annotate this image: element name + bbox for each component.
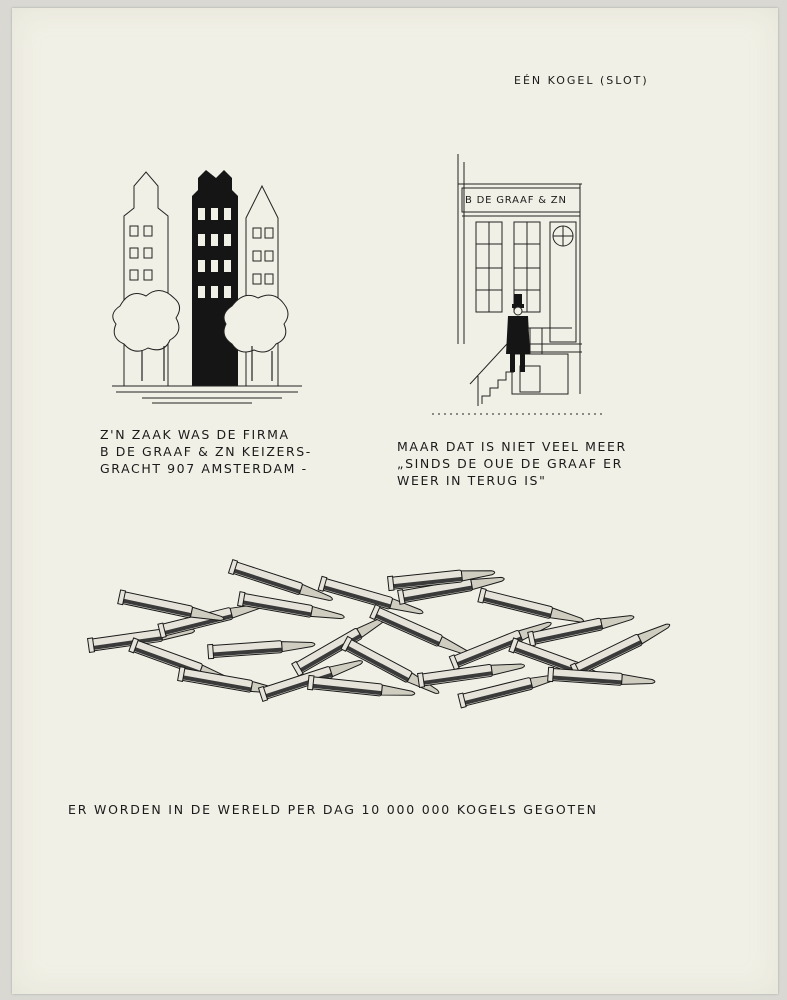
left-caption-line: GRACHT 907 AMSTERDAM - — [100, 461, 308, 476]
bullet-icon — [548, 667, 656, 688]
right-caption-line: „SINDS DE OUE DE GRAAF ER — [397, 456, 623, 471]
bullet-icon — [478, 588, 585, 627]
right-caption-line: WEER IN TERUG IS" — [397, 473, 547, 488]
canal-houses-icon — [112, 156, 302, 406]
page-header: EÉN KOGEL (SLOT) — [514, 74, 649, 87]
footer-caption: ER WORDEN IN DE WERELD PER DAG 10 000 000 KOGELS GEGOTEN — [68, 802, 598, 817]
bullet-pile-icon — [62, 548, 682, 718]
right-caption — [397, 438, 627, 489]
shop-front-icon — [422, 144, 612, 424]
shop-sign: B DE GRAAF & ZN — [465, 195, 567, 206]
left-caption-line: B DE GRAAF & ZN KEIZERS- — [100, 444, 312, 459]
paper-sheet — [12, 8, 778, 994]
left-caption-line: Z'N ZAAK WAS DE FIRMA — [100, 427, 290, 442]
left-caption — [100, 426, 312, 477]
right-caption-line: MAAR DAT IS NIET VEEL MEER — [397, 439, 627, 454]
bullet-icon — [208, 637, 316, 658]
